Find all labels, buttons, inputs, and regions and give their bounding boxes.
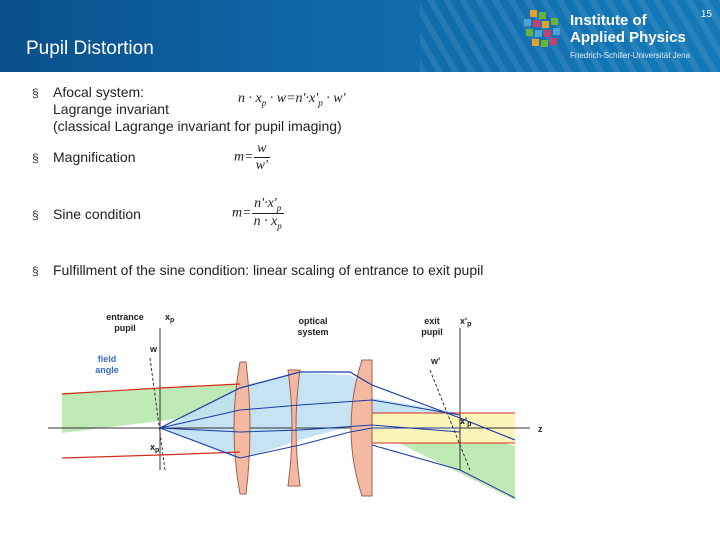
pupil-imaging-diagram [0, 300, 720, 500]
exit-pupil-label: exit pupil [421, 316, 443, 337]
bullet-line: Afocal system: [53, 84, 145, 100]
z-axis-label: z [538, 424, 543, 434]
slide-title: Pupil Distortion [26, 38, 154, 59]
bullet-fulfillment: Fulfillment of the sine condition: linear scaling of entrance to exit pupil [53, 262, 484, 278]
xp-bottom-label: $x_p$ [150, 442, 160, 454]
wp-label: w' [431, 356, 441, 366]
logo-line-1: Institute of [570, 12, 647, 29]
xp-top-label: $x_p$ [165, 312, 175, 324]
field-angle-label: field angle [95, 354, 119, 375]
logo-line-2: Applied Physics [570, 29, 686, 46]
logo-line-3: Friedrich-Schiller-Universität Jena [570, 51, 691, 60]
xpp-mid-label: $x'_p$ [460, 416, 472, 428]
lens-1 [234, 362, 250, 494]
bullet-marker: § [32, 208, 39, 222]
colored-cube-grid-icon [520, 8, 564, 52]
bullet-sine-condition: Sine condition [53, 206, 141, 222]
w-label: w [150, 344, 158, 354]
bullet-marker: § [32, 151, 39, 165]
bullet-magnification: Magnification [53, 149, 136, 165]
magnification-formula: m= $\frac{w}{w'}$ [234, 141, 268, 173]
lagrange-formula: $n \cdot x_p \cdot w=n'\cdot x'_p \cdot w'$ [238, 91, 346, 108]
bullet-line: (classical Lagrange invariant for pupil imaging) [53, 118, 342, 134]
bullet-marker: § [32, 86, 39, 100]
optical-system-label: optical system [297, 316, 329, 337]
bullet-marker: § [32, 264, 39, 278]
page-number: 15 [700, 9, 712, 20]
bullet-line: Lagrange invariant [53, 101, 169, 117]
xpp-top-label: $x'_p$ [460, 316, 472, 328]
slide-header [0, 0, 720, 72]
entrance-pupil-label: entrance pupil [106, 312, 144, 333]
sine-formula: m= $\frac{n'\cdot x'_p}{n \cdot x_p}$ [232, 196, 282, 231]
